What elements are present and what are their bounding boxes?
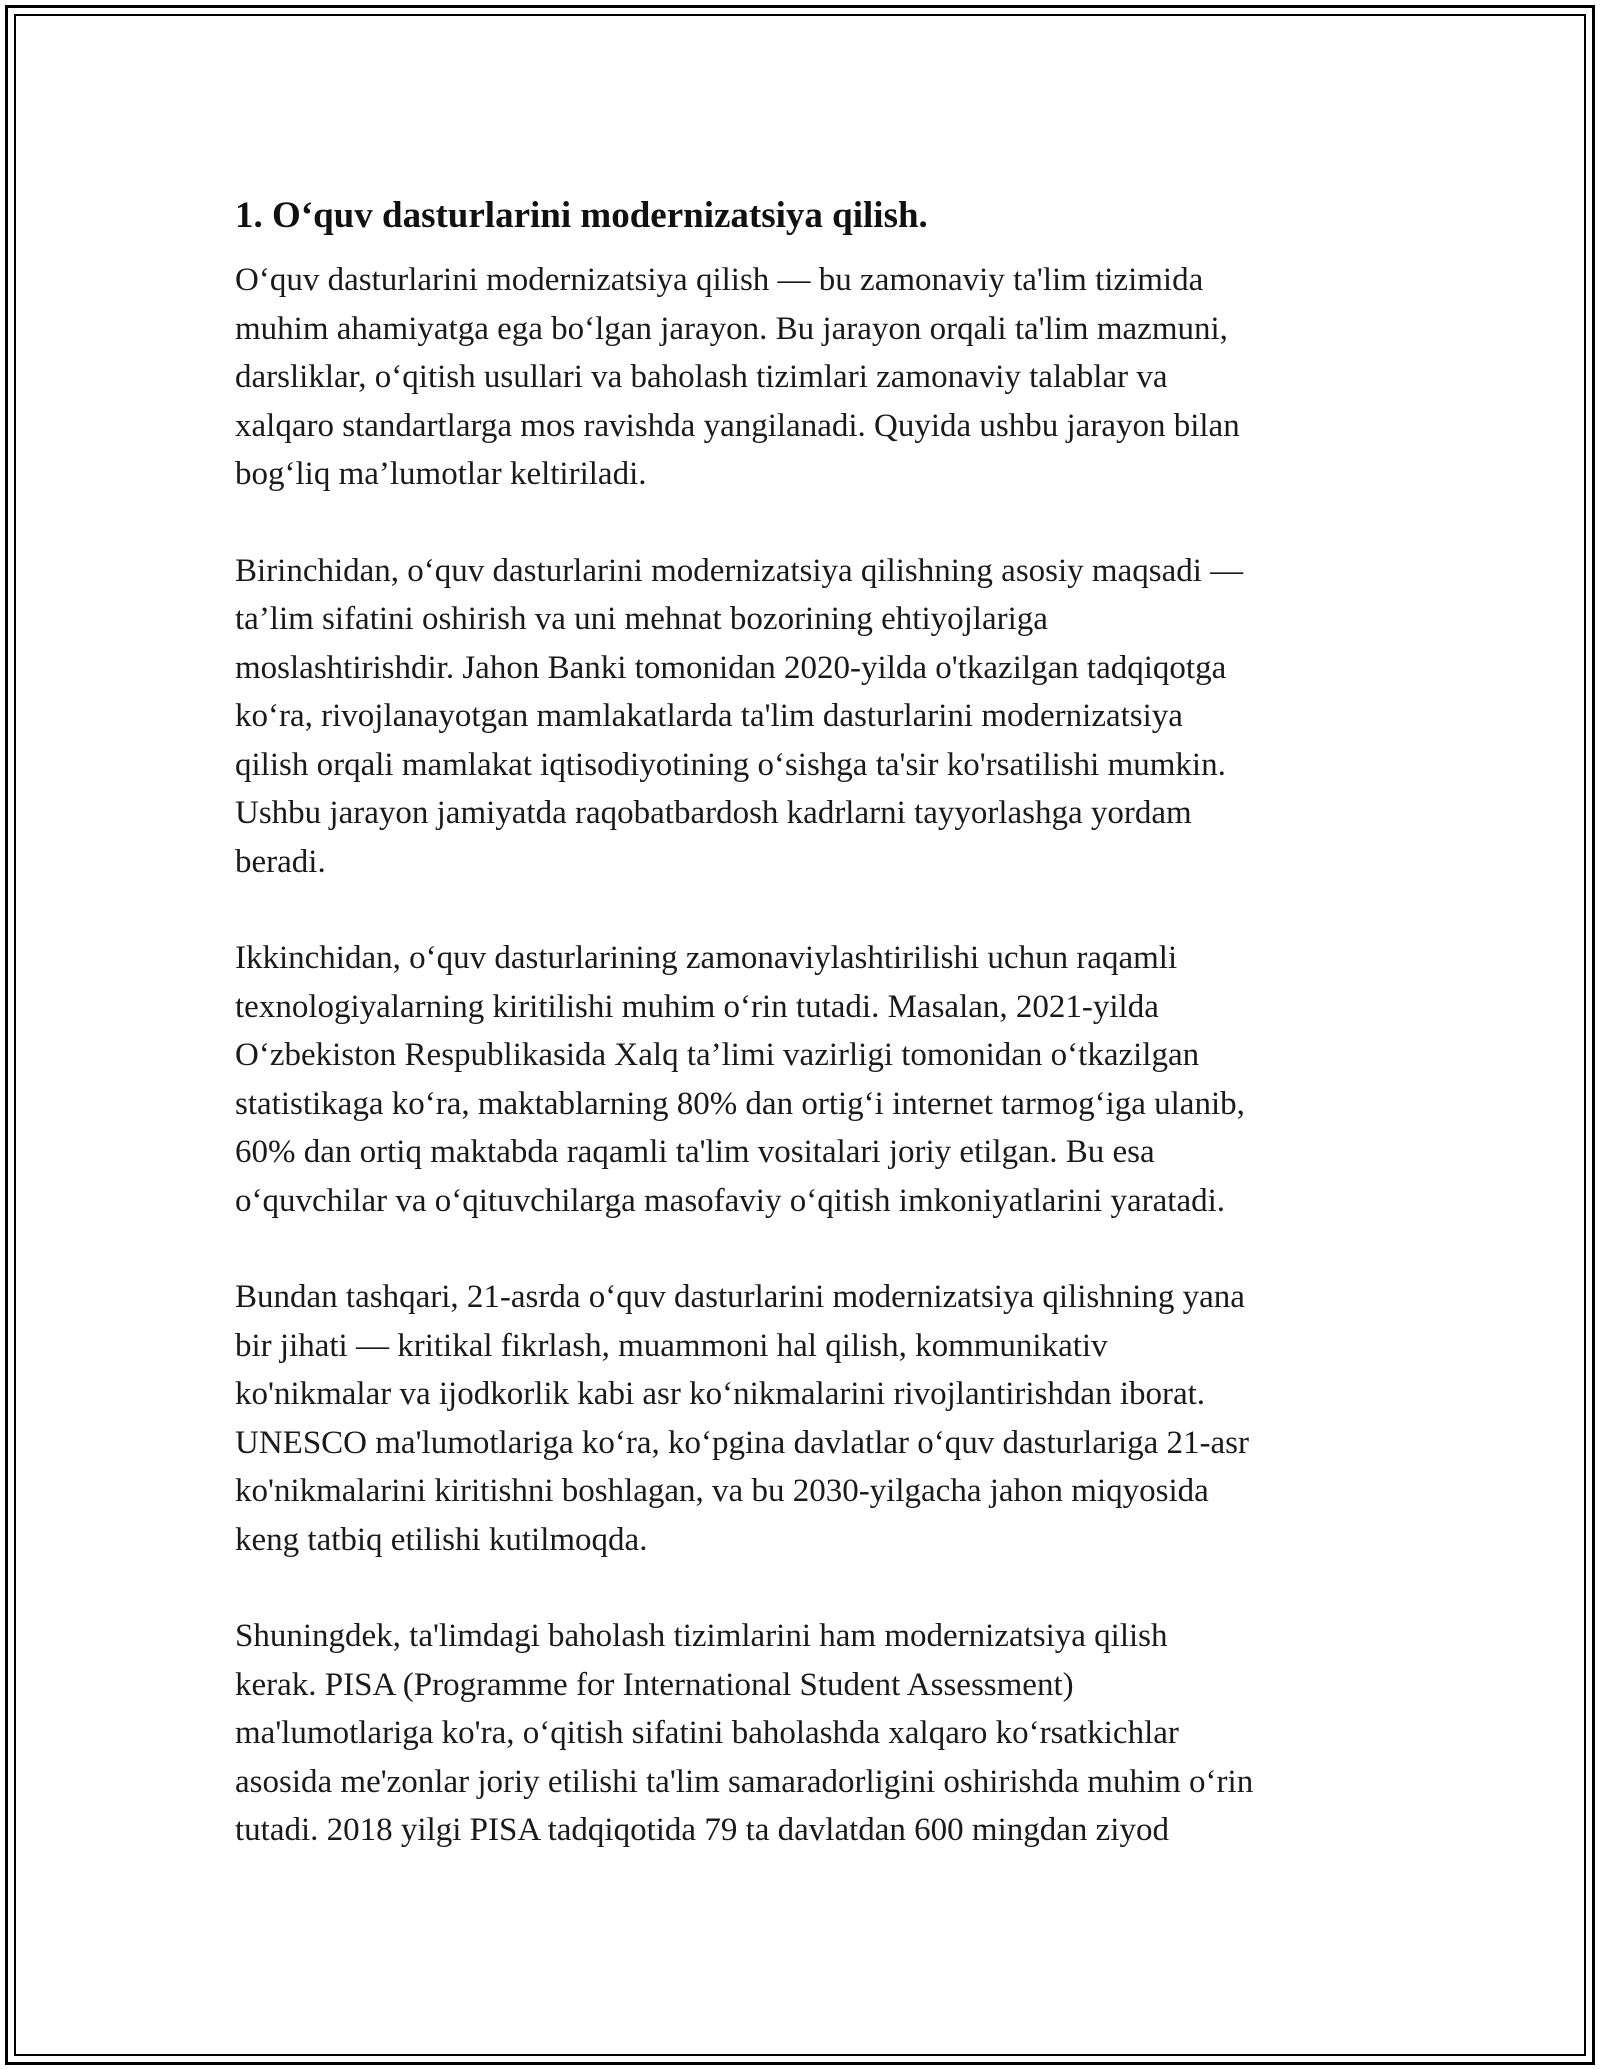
text-line: keng tatbiq etilishi kutilmoqda.	[235, 1521, 648, 1558]
text-line: muhim ahamiyatga ega bo‘lgan jarayon. Bu jarayon orqali ta'lim mazmuni,	[235, 310, 1228, 347]
text-line: o‘quvchilar va o‘qituvchilarga masofaviy o‘qitish imkoniyatlarini yaratadi.	[235, 1182, 1226, 1219]
text-line: ko'nikmalarini kiritishni boshlagan, va bu 2030-yilgacha jahon miqyosida	[235, 1473, 1209, 1509]
text-line: beradi.	[235, 843, 326, 880]
text-line: O‘zbekiston Respublikasida Xalq ta’limi vazirligi tomonidan o‘tkazilgan	[235, 1037, 1200, 1073]
paragraph-1	[235, 256, 1385, 499]
paragraph-3	[235, 934, 1385, 1225]
document-body	[235, 186, 1385, 1903]
text-line: kerak. PISA (Programme for International Student Assessment)	[235, 1666, 1074, 1703]
section-heading: 1. O‘quv dasturlarini modernizatsiya qilish.	[235, 195, 928, 236]
text-line: moslashtirishdir. Jahon Banki tomonidan 2020-yilda o'tkazilgan tadqiqotga	[235, 649, 1227, 686]
paragraph-4	[235, 1273, 1385, 1564]
text-line: Ushbu jarayon jamiyatda raqobatbardosh kadrlarni tayyorlashga yordam	[235, 795, 1192, 831]
paragraph-2	[235, 547, 1385, 887]
text-line: statistikaga ko‘ra, maktablarning 80% dan ortig‘i internet tarmog‘iga ulanib,	[235, 1085, 1245, 1122]
text-line: Shuningdek, ta'limdagi baholash tizimlarini ham modernizatsiya qilish	[235, 1618, 1168, 1654]
text-line: Bundan tashqari, 21-asrda o‘quv dasturlarini modernizatsiya qilishning yana	[235, 1279, 1245, 1315]
text-line: 60% dan ortiq maktabda raqamli ta'lim vositalari joriy etilgan. Bu esa	[235, 1134, 1155, 1170]
text-line: O‘quv dasturlarini modernizatsiya qilish — bu zamonaviy ta'lim tizimida	[235, 262, 1204, 298]
text-line: bir jihati — kritikal fikrlash, muammoni hal qilish, kommunikativ	[235, 1327, 1108, 1364]
text-line: ta’lim sifatini oshirish va uni mehnat bozorining ehtiyojlariga	[235, 601, 1048, 637]
text-line: ko'nikmalar va ijodkorlik kabi asr ko‘nikmalarini rivojlantirishdan iborat.	[235, 1376, 1206, 1412]
text-line: tutadi. 2018 yilgi PISA tadqiqotida 79 ta davlatdan 600 mingdan ziyod	[235, 1812, 1169, 1848]
paragraph-5	[235, 1612, 1385, 1855]
text-line: xalqaro standartlarga mos ravishda yangilanadi. Quyida ushbu jarayon bilan	[235, 407, 1240, 444]
text-line: darsliklar, o‘qitish usullari va baholash tizimlari zamonaviy talablar va	[235, 359, 1168, 395]
text-line: Ikkinchidan, o‘quv dasturlarining zamonaviylashtirilishi uchun raqamli	[235, 940, 1178, 976]
text-line: Birinchidan, o‘quv dasturlarini modernizatsiya qilishning asosiy maqsadi —	[235, 552, 1244, 589]
text-line: UNESCO ma'lumotlariga ko‘ra, ko‘pgina davlatlar o‘quv dasturlariga 21-asr	[235, 1424, 1249, 1461]
text-line: texnologiyalarning kiritilishi muhim o‘rin tutadi. Masalan, 2021-yilda	[235, 988, 1159, 1025]
text-line: ma'lumotlariga ko'ra, o‘qitish sifatini baholashda xalqaro ko‘rsatkichlar	[235, 1715, 1179, 1751]
text-line: ko‘ra, rivojlanayotgan mamlakatlarda ta'lim dasturlarini modernizatsiya	[235, 698, 1183, 734]
text-line: qilish orqali mamlakat iqtisodiyotining o‘sishga ta'sir ko'rsatilishi mumkin.	[235, 746, 1226, 783]
text-line: bog‘liq ma’lumotlar keltiriladi.	[235, 456, 647, 492]
text-line: asosida me'zonlar joriy etilishi ta'lim samaradorligini oshirishda muhim o‘rin	[235, 1763, 1254, 1800]
